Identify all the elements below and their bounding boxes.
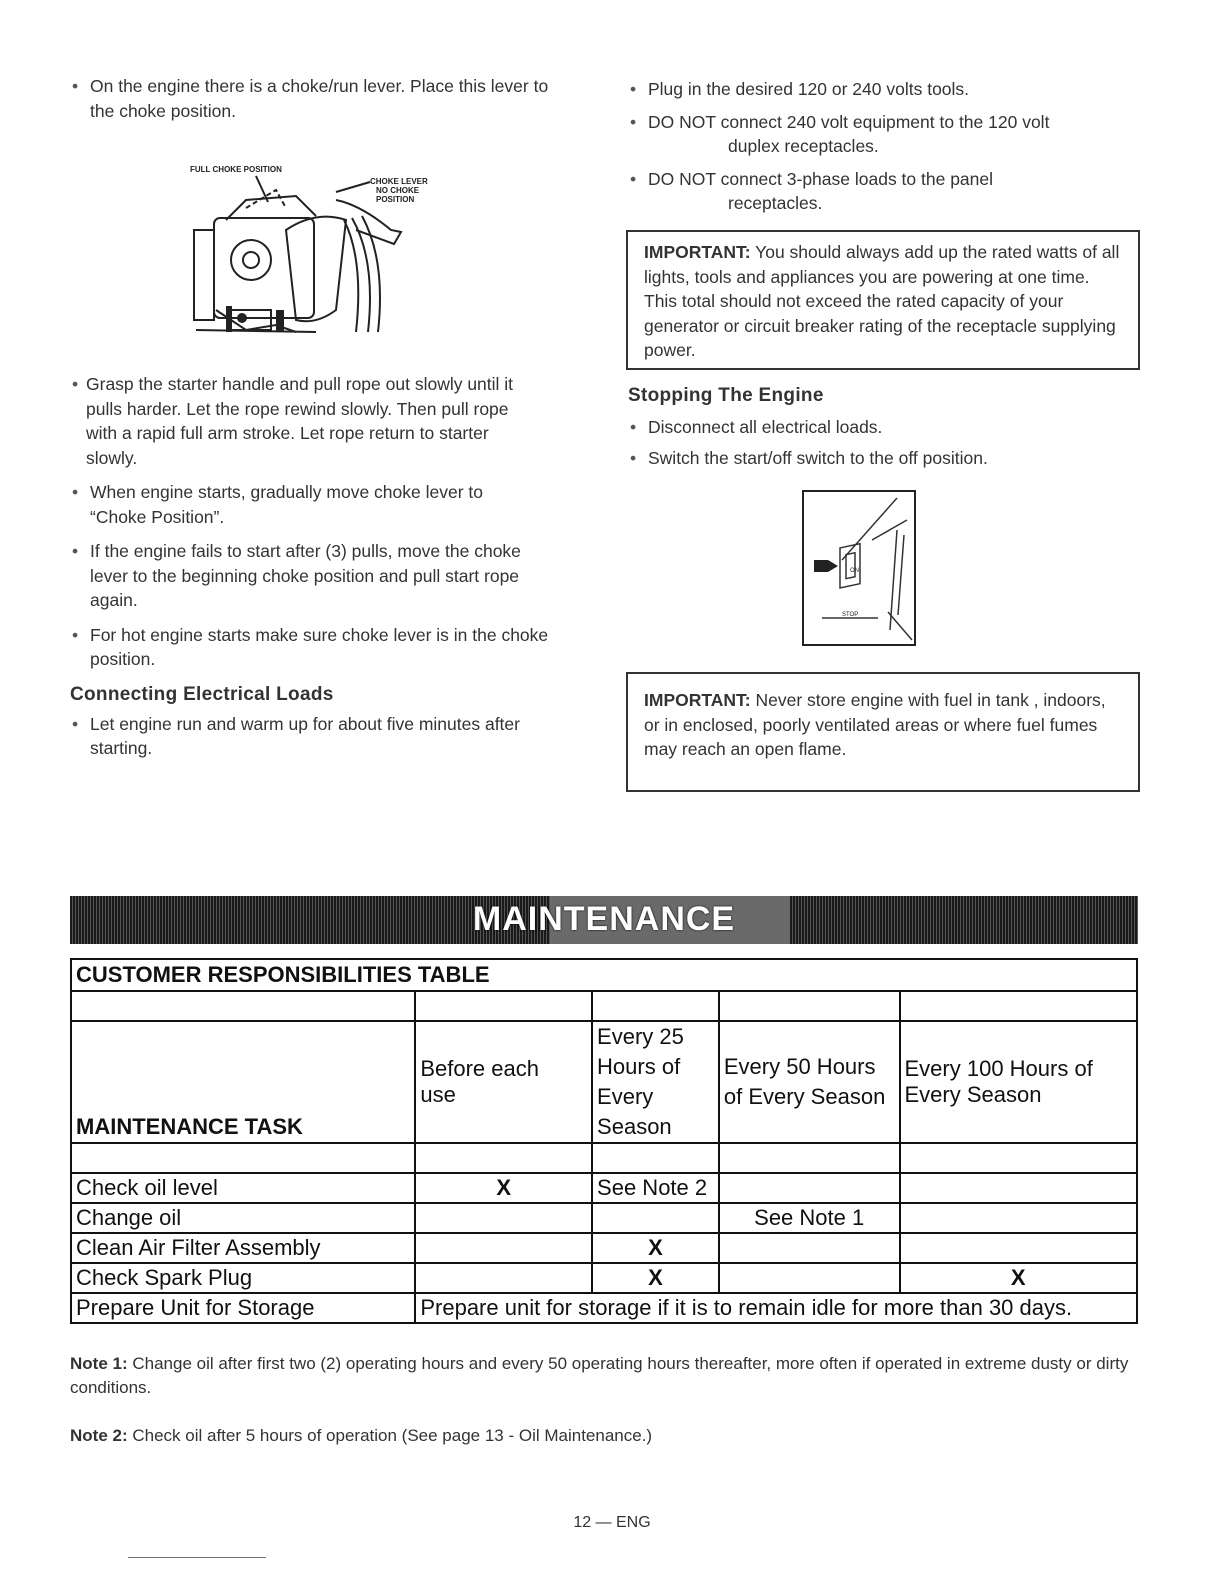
h100-cell: X	[900, 1263, 1138, 1293]
task-cell: Change oil	[71, 1203, 415, 1233]
no-choke-position-label: POSITION	[376, 195, 415, 204]
maintenance-title: MAINTENANCE	[472, 900, 736, 938]
before-cell	[415, 1263, 592, 1293]
h25-cell: X	[592, 1233, 719, 1263]
maintenance-task-header: MAINTENANCE TASK	[71, 1021, 415, 1143]
h25-cell: See Note 2	[592, 1173, 719, 1203]
choke-lever-label: CHOKE LEVER	[370, 177, 428, 186]
before-each-use-header: Before each use	[415, 1021, 592, 1143]
important-label: IMPORTANT:	[644, 242, 751, 262]
h50-cell	[719, 1263, 900, 1293]
right-column-middle	[628, 385, 1138, 470]
warm-up-instruction: • Let engine run and warm up for about five minutes after starting.	[70, 712, 560, 761]
stopping-engine-heading: Stopping The Engine	[628, 385, 824, 406]
important-rated-watts-box: IMPORTANT: You should always add up the rated watts of all lights, tools and appliances you are powering at one time. This total should not exceed the rated capacity of your generator or circuit breaker rating of the receptacle supplying power.	[626, 230, 1140, 370]
every-100-hours-header: Every 100 Hours of Every Season	[900, 1021, 1138, 1143]
starter-handle-instruction: • Grasp the starter handle and pull rope out slowly until it pulls harder. Let the rope rewind slowly. Then pull rope with a rapid full arm stroke. Let rope return to starter slowly.	[70, 372, 560, 470]
connecting-loads-heading: Connecting Electrical Loads	[70, 683, 334, 705]
full-choke-label: FULL CHOKE POSITION	[190, 165, 282, 174]
storage-task-cell: Prepare Unit for Storage	[71, 1293, 415, 1323]
plug-in-instruction: • Plug in the desired 120 or 240 volts tools.	[628, 77, 1138, 102]
table-row	[71, 1233, 1137, 1263]
no-choke-label: NO CHOKE	[376, 186, 420, 195]
engine-starts-instruction: • When engine starts, gradually move choke lever to “Choke Position”.	[70, 480, 560, 529]
before-cell	[415, 1233, 592, 1263]
storage-text-cell: Prepare unit for storage if it is to remain idle for more than 30 days.	[415, 1293, 1137, 1323]
table-row-storage	[71, 1293, 1137, 1323]
table-title-row	[71, 959, 1137, 991]
choke-lever-figure	[186, 160, 446, 335]
h50-cell	[719, 1233, 900, 1263]
h25-cell	[592, 1203, 719, 1233]
table-row	[71, 1173, 1137, 1203]
no-240v-warning: • DO NOT connect 240 volt equipment to the 120 volt duplex receptacles.	[628, 110, 1138, 159]
stop-label: STOP	[842, 612, 859, 618]
note-2-label: Note 2:	[70, 1426, 128, 1445]
right-column	[628, 77, 1138, 216]
every-50-hours-header: Every 50 Hours of Every Season	[719, 1021, 900, 1143]
table-header-row	[71, 1021, 1137, 1143]
h50-cell: See Note 1	[719, 1203, 900, 1233]
task-cell: Clean Air Filter Assembly	[71, 1233, 415, 1263]
h25-cell: X	[592, 1263, 719, 1293]
table-row	[71, 1263, 1137, 1293]
stop-switch-illustration	[802, 490, 916, 646]
note-1-label: Note 1:	[70, 1354, 128, 1373]
hot-start-instruction: • For hot engine starts make sure choke lever is in the choke position.	[70, 623, 560, 672]
page-number: 12 — ENG	[573, 1514, 651, 1531]
h100-cell	[900, 1173, 1138, 1203]
table-spacer-row-2	[71, 1143, 1137, 1173]
note-1: Note 1: Change oil after first two (2) operating hours and every 50 operating hours thereafter, more often if operated in extreme dusty or dirty conditions.	[70, 1354, 1129, 1397]
switch-off-instruction: • Switch the start/off switch to the off position.	[628, 446, 1138, 471]
fails-to-start-instruction: • If the engine fails to start after (3) pulls, move the choke lever to the beginning choke position and pull start rope again.	[70, 539, 560, 613]
customer-responsibilities-table	[70, 958, 1138, 1324]
no-3phase-warning: • DO NOT connect 3-phase loads to the panel receptacles.	[628, 167, 1138, 216]
maintenance-banner	[70, 896, 1138, 944]
left-column-lower	[70, 372, 560, 761]
important-label-2: IMPORTANT:	[644, 690, 751, 710]
task-cell: Check Spark Plug	[71, 1263, 415, 1293]
on-label: ON	[850, 568, 859, 574]
table-spacer-row	[71, 991, 1137, 1021]
table-title: CUSTOMER RESPONSIBILITIES TABLE	[71, 959, 1137, 991]
choke-engine-illustration	[186, 160, 446, 335]
h50-cell	[719, 1173, 900, 1203]
disconnect-loads-instruction: • Disconnect all electrical loads.	[628, 415, 1138, 440]
left-column	[70, 74, 560, 123]
every-25-hours-header: Every 25 Hours of Every Season	[592, 1021, 719, 1143]
before-cell	[415, 1203, 592, 1233]
before-cell: X	[415, 1173, 592, 1203]
h100-cell	[900, 1203, 1138, 1233]
choke-lever-instruction: • On the engine there is a choke/run lever. Place this lever to the choke position.	[70, 74, 560, 123]
table-row	[71, 1203, 1137, 1233]
task-cell: Check oil level	[71, 1173, 415, 1203]
important-fuel-storage-box: IMPORTANT: Never store engine with fuel in tank , indoors, or in enclosed, poorly ventilated areas or where fuel fumes may reach an open flame.	[626, 672, 1140, 792]
h100-cell	[900, 1233, 1138, 1263]
note-2: Note 2: Check oil after 5 hours of operation (See page 13 - Oil Maintenance.)	[70, 1426, 653, 1445]
stop-switch-figure	[802, 490, 916, 646]
footer-rule	[128, 1557, 266, 1558]
